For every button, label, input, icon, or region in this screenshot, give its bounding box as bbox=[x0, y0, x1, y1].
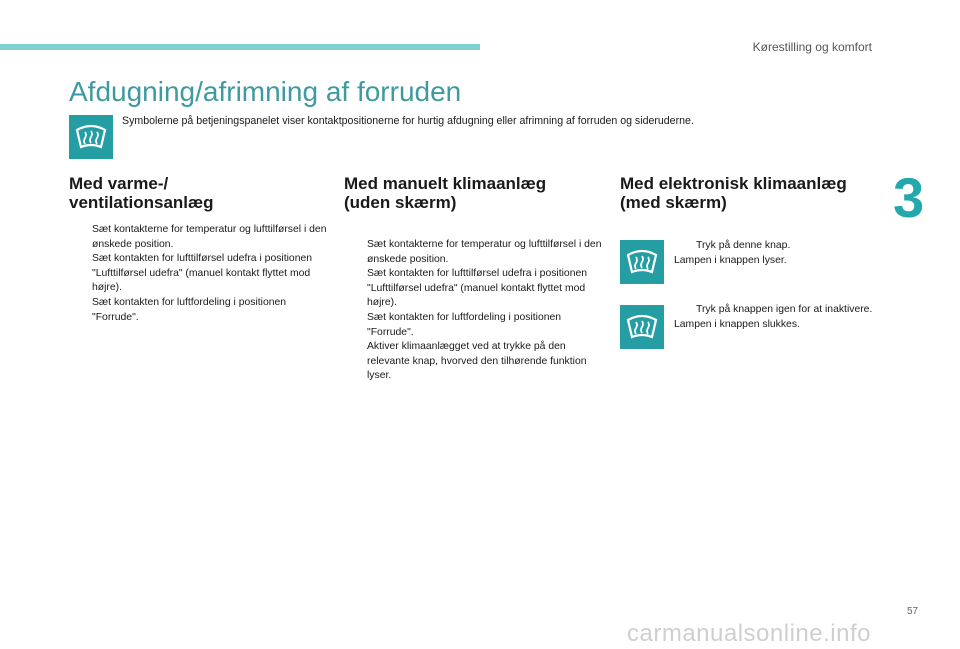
col3-step2-result: Lampen i knappen slukkes. bbox=[674, 318, 800, 330]
list-item: Sæt kontakten for luftfordeling i positionen "Forrude". bbox=[92, 296, 287, 323]
section-header: Kørestilling og komfort bbox=[752, 40, 872, 54]
list-item: Sæt kontakterne for temperatur og lufttilførsel i den ønskede position. bbox=[92, 224, 327, 250]
defrost-button-icon bbox=[620, 240, 664, 284]
list-item: Sæt kontakten for luftfordeling i positionen "Forrude". bbox=[367, 311, 562, 338]
col2-title bbox=[344, 174, 546, 212]
intro-text: Symbolerne på betjeningspanelet viser kontaktpositionerne for hurtig afdugning eller afrimning af forruden og sideruderne. bbox=[122, 115, 694, 127]
col3-step2: Tryk på knappen igen for at inaktivere. Lampen i knappen slukkes. bbox=[674, 303, 874, 332]
col2-list bbox=[344, 238, 606, 384]
watermark: carmanualsonline.info bbox=[627, 620, 871, 647]
col1-title-line1: Med varme-/ bbox=[69, 174, 169, 193]
col3-title bbox=[620, 174, 847, 212]
col3-title-line2: (med skærm) bbox=[620, 193, 727, 212]
col1-title bbox=[69, 174, 214, 212]
col2-title-line1: Med manuelt klimaanlæg bbox=[344, 174, 547, 193]
col3-step1-result: Lampen i knappen lyser. bbox=[674, 254, 787, 266]
col3-title-line1: Med elektronisk klimaanlæg bbox=[620, 174, 847, 193]
list-item: Sæt kontakterne for temperatur og lufttilførsel i den ønskede position. bbox=[367, 239, 602, 265]
list-item: Aktiver klimaanlægget ved at trykke på den relevante knap, hvorved den tilhørende funktion lyser. bbox=[367, 341, 587, 382]
col1-list bbox=[69, 223, 327, 325]
page-number: 57 bbox=[907, 606, 919, 617]
chapter-number: 3 bbox=[893, 166, 925, 229]
defrost-button-icon bbox=[620, 305, 664, 349]
col2-title-line2: (uden skærm) bbox=[344, 193, 457, 212]
col3-step1: Tryk på denne knap. Lampen i knappen lyser. bbox=[674, 239, 854, 268]
list-item: Sæt kontakten for lufttilførsel udefra i positionen "Lufttilførsel udefra" (manuel kontakt flyttet mod højre). bbox=[367, 268, 588, 309]
page-title: Afdugning/afrimning af forruden bbox=[69, 76, 462, 107]
col1-title-line2: ventilationsanlæg bbox=[69, 193, 214, 212]
header-accent-bar bbox=[0, 44, 480, 50]
list-item: Sæt kontakten for lufttilførsel udefra i positionen "Lufttilførsel udefra" (manuel kontakt flyttet mod højre). bbox=[92, 253, 313, 294]
windshield-defrost-icon bbox=[69, 115, 113, 159]
